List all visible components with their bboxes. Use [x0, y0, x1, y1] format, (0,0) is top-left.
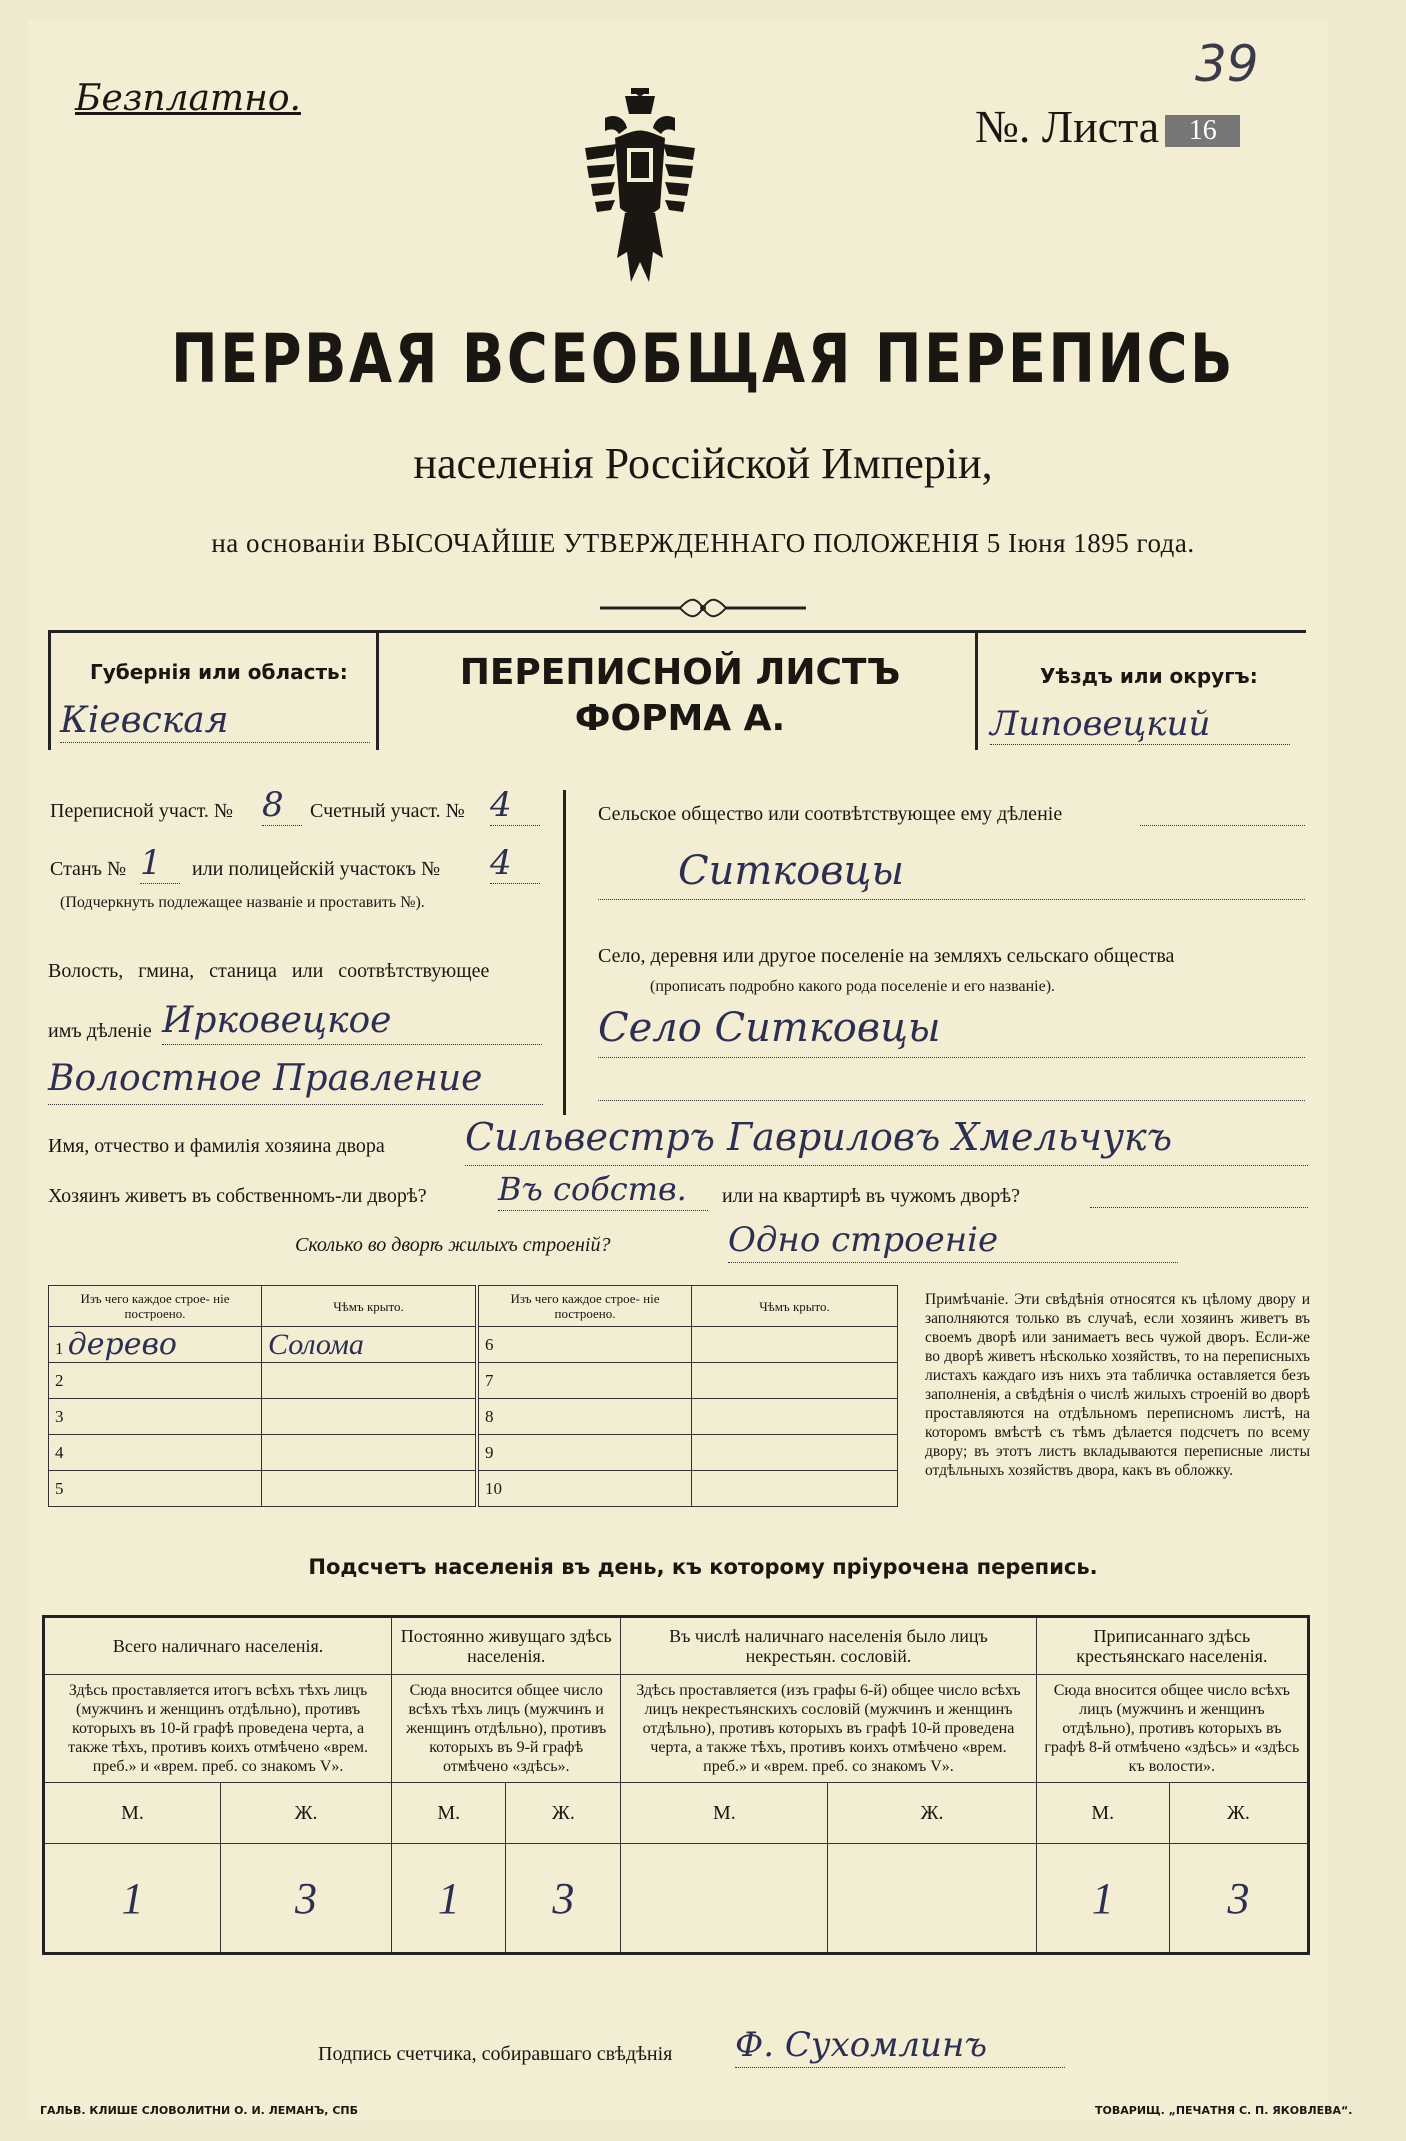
- signature-value: Ф. Сухомлинъ: [735, 2025, 1065, 2068]
- population-title-row: [44, 1617, 1309, 1675]
- column-header-roof: Чѣмъ крыто.: [262, 1286, 476, 1327]
- gubernia-value: Кіевская: [60, 700, 370, 743]
- table-header-row: [479, 1286, 898, 1327]
- count-area-value: 4: [490, 785, 540, 826]
- material-cell: дерево: [67, 1327, 177, 1362]
- owner-name-label: Имя, отчество и фамилія хозяина двора: [48, 1135, 385, 1157]
- owner-lives-dotline: [1090, 1185, 1308, 1208]
- sheet-title-form: ФОРМА А.: [574, 698, 786, 739]
- col-noncrest-desc: Здѣсь проставляется (изъ графы 6-й) общее число всѣхъ лицъ некрестьянскихъ сословій (мужчинъ и женщинъ отдѣльно), противъ которыхъ въ графѣ 10-й проведена черта, а также тѣхъ, противъ коихъ отмѣчено «врем. преб.» и «врем. преб. со знакомъ V».: [621, 1675, 1036, 1783]
- volost-label: Волость, гмина, станица или соотвѣтствующее: [48, 960, 490, 982]
- police-value: 4: [490, 843, 540, 884]
- permanent-male-value: 1: [392, 1844, 506, 1954]
- total-male-value: 1: [44, 1844, 221, 1954]
- sheet-title-line1: ПЕРЕПИСНОЙ ЛИСТЪ: [459, 652, 901, 693]
- ornament-divider-icon: [600, 595, 806, 621]
- region-divider-left: [376, 632, 379, 750]
- owner-name-value: Сильвестръ Гавриловъ Хмельчукъ: [465, 1115, 1308, 1166]
- page-number: 39: [1195, 35, 1259, 93]
- sheet-number-value: 16: [1165, 115, 1240, 147]
- rural-society-value: Ситковцы: [598, 848, 1305, 900]
- village-label: Село, деревня или другое поселеніе на земляхъ сельскаго общества: [598, 945, 1175, 967]
- population-table: [42, 1615, 1310, 1955]
- population-value-row: [44, 1844, 1309, 1954]
- stan-label: Станъ №: [50, 858, 127, 880]
- census-area-value: 8: [262, 785, 302, 826]
- column-header-roof: Чѣмъ крыто.: [692, 1286, 898, 1327]
- sheet-title: [395, 650, 965, 742]
- table-row: 7: [479, 1363, 898, 1399]
- rural-society-dotline: [1140, 803, 1305, 826]
- table-header-row: [49, 1286, 476, 1327]
- gubernia-label: Губернія или область:: [90, 660, 348, 684]
- col-noncrest-title: Въ числѣ наличнаго населенія было лицъ некрестьян. сословій.: [621, 1617, 1036, 1675]
- village-value: Село Ситковцы: [598, 1005, 1305, 1058]
- buildings-table-left: [48, 1285, 476, 1507]
- population-desc-row: [44, 1675, 1309, 1783]
- male-label: М.: [44, 1783, 221, 1844]
- table-row: 3: [49, 1399, 476, 1435]
- col-total-title: Всего наличнаго населенія.: [44, 1617, 392, 1675]
- village-note: (прописать подробно какого рода поселеніе и его названіе).: [650, 978, 1056, 995]
- uezd-label: Уѣздъ или округъ:: [1040, 664, 1258, 688]
- female-label: Ж.: [1169, 1783, 1308, 1844]
- region-divider-right: [975, 632, 978, 750]
- male-label: М.: [1036, 1783, 1169, 1844]
- assigned-female-value: 3: [1169, 1844, 1308, 1954]
- sheet-number: [975, 100, 1240, 153]
- region-top-rule: [48, 630, 1306, 633]
- col-assigned-title: Приписаннаго здѣсь крестьянскаго населенія.: [1036, 1617, 1308, 1675]
- col-assigned-desc: Сюда вносится общее число всѣхъ лицъ (мужчинъ и женщинъ отдѣльно), противъ которыхъ въ графѣ 8-й отмѣчено «здѣсь» и «здѣсь къ волости».: [1036, 1675, 1308, 1783]
- noncrest-male-value: [621, 1844, 828, 1954]
- permanent-female-value: 3: [506, 1844, 621, 1954]
- female-label: Ж.: [506, 1783, 621, 1844]
- col-permanent-title: Постоянно живущаго здѣсь населенія.: [392, 1617, 621, 1675]
- female-label: Ж.: [220, 1783, 391, 1844]
- col-permanent-desc: Сюда вносится общее число всѣхъ тѣхъ лицъ (мужчинъ и женщинъ отдѣльно), противъ которыхъ въ 9-й графѣ отмѣчено «здѣсь».: [392, 1675, 621, 1783]
- volost-value-1: Ирковецкое: [162, 1000, 542, 1045]
- volost-label-2: имъ дѣленіе: [48, 1020, 152, 1042]
- table-row: 10: [479, 1471, 898, 1507]
- footer-printer-right: ТОВАРИЩ. „ПЕЧАТНЯ С. П. ЯКОВЛЕВА“.: [1095, 2104, 1353, 2117]
- signature-label: Подпись счетчика, собиравшаго свѣдѣнія: [318, 2043, 673, 2065]
- uezd-value: Липовецкий: [990, 704, 1290, 745]
- owner-lives-value: Въ собств.: [498, 1170, 708, 1211]
- population-heading: Подсчетъ населенія въ день, къ которому пріурочена перепись.: [308, 1555, 1098, 1579]
- table-row: 9: [479, 1435, 898, 1471]
- sheet-number-label: №. Листа: [975, 101, 1160, 152]
- buildings-label: Сколько во дворѣ жилыхъ строеній?: [295, 1234, 611, 1256]
- male-label: М.: [621, 1783, 828, 1844]
- underline-note: (Подчеркнуть подлежащее названіе и проставить №).: [60, 894, 425, 911]
- double-headed-eagle-icon: [585, 88, 695, 288]
- female-label: Ж.: [828, 1783, 1036, 1844]
- table-row: 5: [49, 1471, 476, 1507]
- count-area-label: Счетный участ. №: [310, 800, 465, 822]
- buildings-value: Одно строеніе: [728, 1220, 1178, 1263]
- table-row: 1 дерево Солома: [49, 1327, 476, 1363]
- vertical-divider: [563, 790, 566, 1115]
- noncrest-female-value: [828, 1844, 1036, 1954]
- footer-printer-left: ГАЛЬВ. КЛИШЕ СЛОВОЛИТНИ О. И. ЛЕМАНЪ, СПБ: [40, 2104, 358, 2117]
- owner-lives-label: Хозяинъ живетъ въ собственномъ-ли дворѣ?: [48, 1185, 427, 1207]
- page-title: ПЕРВАЯ ВСЕОБЩАЯ ПЕРЕПИСЬ: [171, 320, 1235, 399]
- total-female-value: 3: [220, 1844, 391, 1954]
- col-total-desc: Здѣсь проставляется итогъ всѣхъ тѣхъ лицъ (мужчинъ и женщинъ отдѣльно), противъ которыхъ въ 10-й графѣ проведена черта, а также тѣхъ, противъ коихъ отмѣчено «врем. преб.» и «врем. преб. со знакомъ V».: [44, 1675, 392, 1783]
- buildings-table-right: [478, 1285, 898, 1507]
- village-extra-line: [598, 1080, 1305, 1101]
- assigned-male-value: 1: [1036, 1844, 1169, 1954]
- table-row: 6: [479, 1327, 898, 1363]
- stan-value: 1: [140, 843, 180, 884]
- column-header-material: Изъ чего каждое строе- ніе построено.: [49, 1286, 262, 1327]
- table-row: 2: [49, 1363, 476, 1399]
- page-subtitle: населенія Россійской Имперіи,: [413, 439, 993, 488]
- free-label: Безплатно.: [75, 78, 301, 119]
- male-label: М.: [392, 1783, 506, 1844]
- population-sex-row: [44, 1783, 1309, 1844]
- table-row: 8: [479, 1399, 898, 1435]
- region-left-border: [48, 632, 51, 750]
- column-header-material: Изъ чего каждое строе- ніе построено.: [479, 1286, 692, 1327]
- owner-lives-label-2: или на квартирѣ въ чужомъ дворѣ?: [722, 1185, 1021, 1207]
- table-row: 4: [49, 1435, 476, 1471]
- police-label: или полицейскій участокъ №: [192, 858, 441, 880]
- roof-cell: Солома: [262, 1327, 476, 1363]
- rural-society-label: Сельское общество или соотвѣтствующее ему дѣленіе: [598, 803, 1063, 825]
- legal-basis: на основаніи ВЫСОЧАЙШЕ УТВЕРЖДЕННАГО ПОЛОЖЕНІЯ 5 Іюня 1895 года.: [211, 528, 1195, 558]
- census-area-label: Переписной участ. №: [50, 800, 234, 822]
- volost-value-2: Волостное Правление: [48, 1058, 543, 1105]
- buildings-note: Примѣчаніе. Эти свѣдѣнія относятся къ цѣлому двору и заполняются только въ случаѣ, если хозяинъ живетъ въ своемъ дворѣ или занимаетъ весь чужой дворъ. Если-же во дворѣ живетъ нѣсколько хозяйствъ, то на переписныхъ листахъ каждаго изъ нихъ эта табличка оставляется безъ заполненія, а свѣдѣнія о числѣ жилыхъ строеній во дворѣ проставляются на отдѣльномъ переписномъ листѣ, на которомъ вмѣстѣ съ тѣмъ дѣлается подсчетъ по всему двору; въ этотъ листъ вкладываются переписные листы отдѣльныхъ хозяйствъ двора, какъ въ обложку.: [925, 1291, 1310, 1479]
